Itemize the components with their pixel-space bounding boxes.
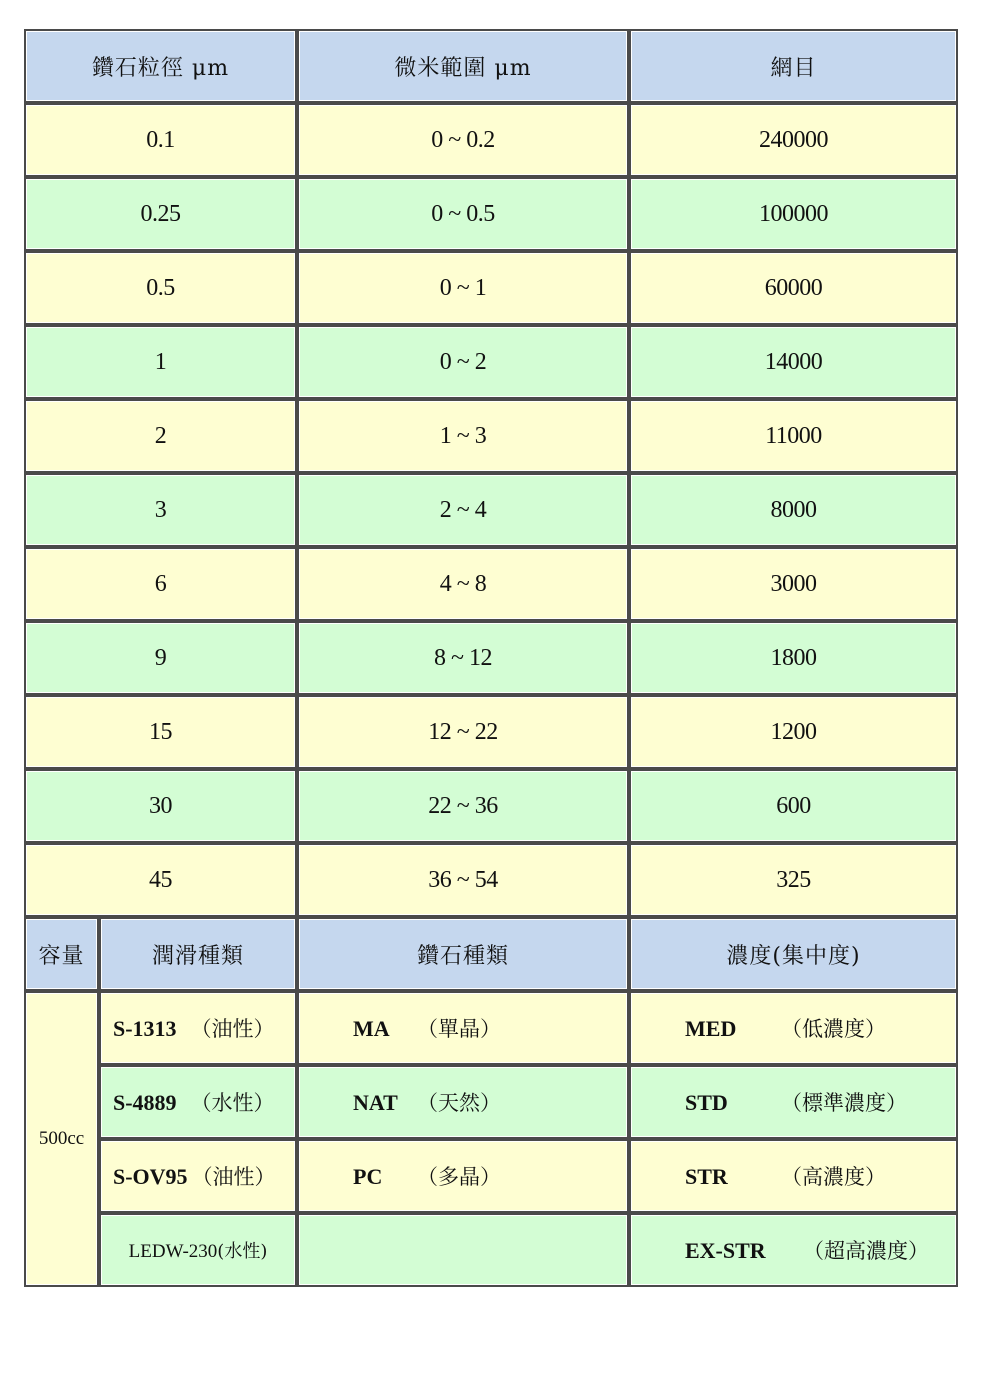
grain-size-cell: 0.25 [24, 177, 297, 251]
header-mesh: 網目 [629, 29, 958, 103]
mesh-cell: 100000 [629, 177, 958, 251]
header-micron-range: 微米範圍 μm [297, 29, 629, 103]
table-row [24, 695, 958, 769]
table-row [24, 1139, 958, 1213]
mesh-cell: 8000 [629, 473, 958, 547]
header-grain-size: 鑽石粒徑 μm [24, 29, 297, 103]
concentration-code: STR [685, 1164, 728, 1189]
mesh-cell: 60000 [629, 251, 958, 325]
capacity-cell: 500cc [24, 991, 99, 1287]
mesh-cell: 1200 [629, 695, 958, 769]
micron-range-cell: 36 ~ 54 [297, 843, 629, 917]
micron-range-cell: 12 ~ 22 [297, 695, 629, 769]
grain-size-cell: 1 [24, 325, 297, 399]
micron-range-cell: 0 ~ 0.2 [297, 103, 629, 177]
grain-size-cell: 15 [24, 695, 297, 769]
concentration-code: MED [685, 1016, 737, 1041]
diamond-spec-table [24, 29, 958, 1287]
diamond-cell [297, 1065, 629, 1139]
grain-size-cell: 0.5 [24, 251, 297, 325]
table-row [24, 621, 958, 695]
mesh-cell: 240000 [629, 103, 958, 177]
table-row [24, 991, 958, 1065]
micron-range-cell: 0 ~ 2 [297, 325, 629, 399]
table-header-row [24, 917, 958, 991]
grain-size-cell: 0.1 [24, 103, 297, 177]
lubricant-cell [99, 991, 297, 1065]
mesh-cell: 3000 [629, 547, 958, 621]
table-row [24, 251, 958, 325]
header-lubricant-type: 潤滑種類 [99, 917, 297, 991]
grain-size-cell: 45 [24, 843, 297, 917]
mesh-cell: 600 [629, 769, 958, 843]
mesh-cell: 11000 [629, 399, 958, 473]
diamond-kind: （單晶） [417, 1017, 501, 1041]
diamond-kind: （天然） [417, 1091, 501, 1115]
grain-size-cell: 3 [24, 473, 297, 547]
diamond-cell [297, 1139, 629, 1213]
diamond-code: NAT [353, 1090, 398, 1115]
lubricant-code: S-4889 [113, 1090, 177, 1115]
lubricant-cell [99, 1213, 297, 1287]
concentration-cell [629, 991, 958, 1065]
lubricant-code: LEDW-230 [128, 1241, 218, 1262]
diamond-cell [297, 1213, 629, 1287]
concentration-cell [629, 1139, 958, 1213]
micron-range-cell: 2 ~ 4 [297, 473, 629, 547]
diamond-code: PC [353, 1164, 383, 1189]
header-diamond-type: 鑽石種類 [297, 917, 629, 991]
grain-size-cell: 2 [24, 399, 297, 473]
header-concentration: 濃度(集中度) [629, 917, 958, 991]
table-row [24, 325, 958, 399]
diamond-code: MA [353, 1016, 390, 1041]
table-row [24, 769, 958, 843]
micron-range-cell: 22 ~ 36 [297, 769, 629, 843]
header-capacity: 容量 [24, 917, 99, 991]
mesh-cell: 1800 [629, 621, 958, 695]
concentration-cell [629, 1065, 958, 1139]
table-row [24, 1065, 958, 1139]
micron-range-cell: 1 ~ 3 [297, 399, 629, 473]
table-row [24, 473, 958, 547]
concentration-code: STD [685, 1090, 728, 1115]
diamond-cell [297, 991, 629, 1065]
diamond-kind: （多晶） [417, 1165, 501, 1189]
table-row [24, 1213, 958, 1287]
table-row [24, 399, 958, 473]
concentration-code: EX-STR [685, 1238, 766, 1263]
micron-range-cell: 4 ~ 8 [297, 547, 629, 621]
lubricant-code: S-OV95 [113, 1164, 188, 1189]
lubricant-kind: （油性） [190, 1017, 275, 1041]
grain-size-cell: 6 [24, 547, 297, 621]
micron-range-cell: 0 ~ 1 [297, 251, 629, 325]
table-row [24, 843, 958, 917]
lubricant-kind: (水性) [217, 1241, 268, 1262]
micron-range-cell: 8 ~ 12 [297, 621, 629, 695]
table-row [24, 103, 958, 177]
grain-size-cell: 30 [24, 769, 297, 843]
concentration-kind: （低濃度） [781, 1017, 886, 1041]
lubricant-code: S-1313 [113, 1016, 177, 1041]
grain-size-cell: 9 [24, 621, 297, 695]
lubricant-kind: （油性） [191, 1165, 276, 1189]
concentration-cell [629, 1213, 958, 1287]
lubricant-kind: （水性） [190, 1091, 275, 1115]
mesh-cell: 325 [629, 843, 958, 917]
table-header-row [24, 29, 958, 103]
concentration-kind: （超高濃度） [803, 1239, 929, 1263]
micron-range-cell: 0 ~ 0.5 [297, 177, 629, 251]
concentration-kind: （標準濃度） [781, 1091, 907, 1115]
lubricant-cell [99, 1139, 297, 1213]
concentration-kind: （高濃度） [781, 1165, 886, 1189]
lubricant-cell [99, 1065, 297, 1139]
mesh-cell: 14000 [629, 325, 958, 399]
table-row [24, 547, 958, 621]
table-row [24, 177, 958, 251]
